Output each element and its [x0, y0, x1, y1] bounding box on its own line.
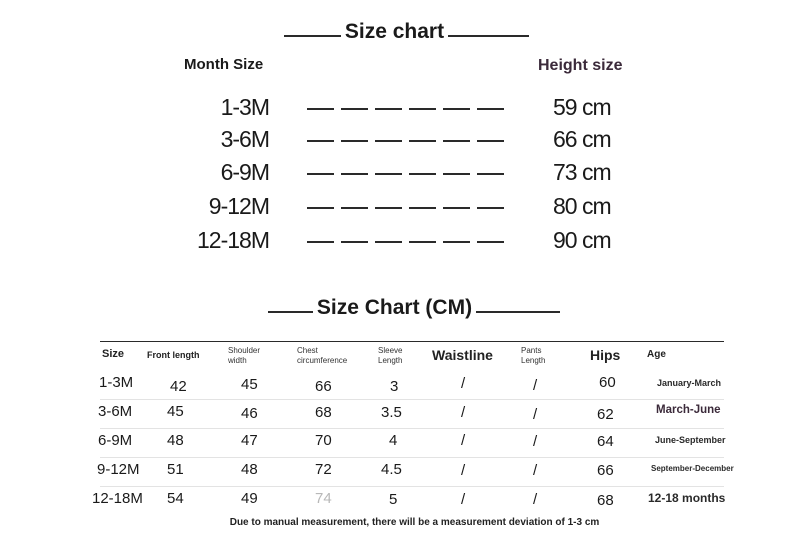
cell-shoulder-width: 45 — [241, 376, 258, 393]
cell-shoulder-width: 46 — [241, 405, 258, 422]
col-header-pants: Pants Length — [521, 346, 546, 365]
col-header-chest: Chest circumference — [297, 346, 348, 365]
cell-chest: 70 — [315, 432, 332, 449]
row-divider — [100, 486, 724, 487]
month-size: 1-3M — [220, 94, 269, 120]
col-header-hips: Hips — [590, 347, 621, 363]
cell-hips: 62 — [597, 406, 614, 423]
height-value: 90 cm — [553, 227, 611, 253]
cell-waistline: / — [461, 491, 466, 508]
cell-size: 3-6M — [98, 403, 133, 420]
table-row — [0, 461, 789, 489]
cell-pants: / — [533, 462, 538, 479]
cell-size: 12-18M — [92, 490, 143, 507]
cell-hips: 68 — [597, 492, 614, 509]
cell-hips: 60 — [599, 374, 616, 391]
cell-size: 1-3M — [99, 374, 134, 391]
col-header-sleeve: Sleeve Length — [378, 346, 403, 365]
cell-waistline: / — [461, 462, 466, 479]
cell-sleeve: 4.5 — [381, 461, 402, 478]
cell-chest: 74 — [315, 490, 332, 507]
cell-front-length: 54 — [167, 490, 184, 507]
cell-chest: 72 — [315, 461, 332, 478]
table-row — [0, 490, 789, 518]
cell-age: June-September — [655, 435, 726, 445]
col-header-waistline: Waistline — [432, 347, 493, 363]
table-top-rule — [100, 341, 724, 342]
cell-age: January-March — [657, 378, 722, 388]
cell-front-length: 42 — [170, 378, 187, 395]
row-divider — [100, 428, 724, 429]
size-row — [0, 227, 789, 257]
cell-sleeve: 4 — [389, 432, 398, 449]
col-header-age: Age — [647, 349, 666, 360]
cell-chest: 68 — [315, 404, 332, 421]
month-size: 12-18M — [197, 227, 269, 253]
cell-sleeve: 3 — [390, 378, 399, 395]
size-row — [0, 159, 789, 189]
cell-size: 6-9M — [98, 432, 133, 449]
cell-front-length: 51 — [167, 461, 184, 478]
table-row — [0, 432, 789, 460]
cell-waistline: / — [461, 375, 466, 392]
cell-pants: / — [533, 377, 538, 394]
col-header-shoulder-width: Shoulder width — [228, 346, 261, 365]
row-divider — [100, 399, 724, 400]
cell-sleeve: 3.5 — [381, 404, 402, 421]
cell-pants: / — [533, 406, 538, 423]
cell-age: September-December — [651, 464, 734, 473]
size-row — [0, 94, 789, 124]
size-row — [0, 126, 789, 156]
cell-waistline: / — [461, 432, 466, 449]
cell-shoulder-width: 48 — [241, 461, 258, 478]
cell-pants: / — [533, 433, 538, 450]
cell-pants: / — [533, 491, 538, 508]
height-value: 66 cm — [553, 126, 611, 152]
cell-hips: 64 — [597, 433, 614, 450]
size-chart-title: Size chart — [0, 20, 789, 44]
cell-waistline: / — [461, 404, 466, 421]
cell-age: 12-18 months — [648, 491, 726, 505]
cell-size: 9-12M — [97, 461, 140, 478]
col-header-front-length: Front length — [147, 350, 200, 360]
dashed-leader — [307, 241, 507, 243]
cell-shoulder-width: 47 — [241, 432, 258, 449]
col-header-size: Size — [102, 348, 125, 360]
cell-hips: 66 — [597, 462, 614, 479]
dashed-leader — [307, 173, 507, 175]
month-size: 3-6M — [220, 126, 269, 152]
month-size: 9-12M — [208, 193, 269, 219]
table-row — [0, 403, 789, 431]
month-size: 6-9M — [220, 159, 269, 185]
cell-chest: 66 — [315, 378, 332, 395]
row-divider — [100, 457, 724, 458]
height-size-header: Height size — [538, 57, 623, 74]
cell-shoulder-width: 49 — [241, 490, 258, 507]
dashed-leader — [307, 140, 507, 142]
month-size-header: Month Size — [184, 56, 264, 73]
dashed-leader — [307, 207, 507, 209]
cell-front-length: 48 — [167, 432, 184, 449]
cm-chart-title: Size Chart (CM) — [0, 296, 789, 320]
cell-front-length: 45 — [167, 403, 184, 420]
height-value: 59 cm — [553, 94, 611, 120]
cell-sleeve: 5 — [389, 491, 398, 508]
cell-age: March-June — [656, 404, 721, 416]
height-value: 80 cm — [553, 193, 611, 219]
size-row — [0, 193, 789, 223]
table-row — [0, 374, 789, 402]
dashed-leader — [307, 108, 507, 110]
height-value: 73 cm — [553, 159, 611, 185]
measurement-note: Due to manual measurement, there will be a measurement deviation of 1-3 cm — [229, 517, 600, 528]
